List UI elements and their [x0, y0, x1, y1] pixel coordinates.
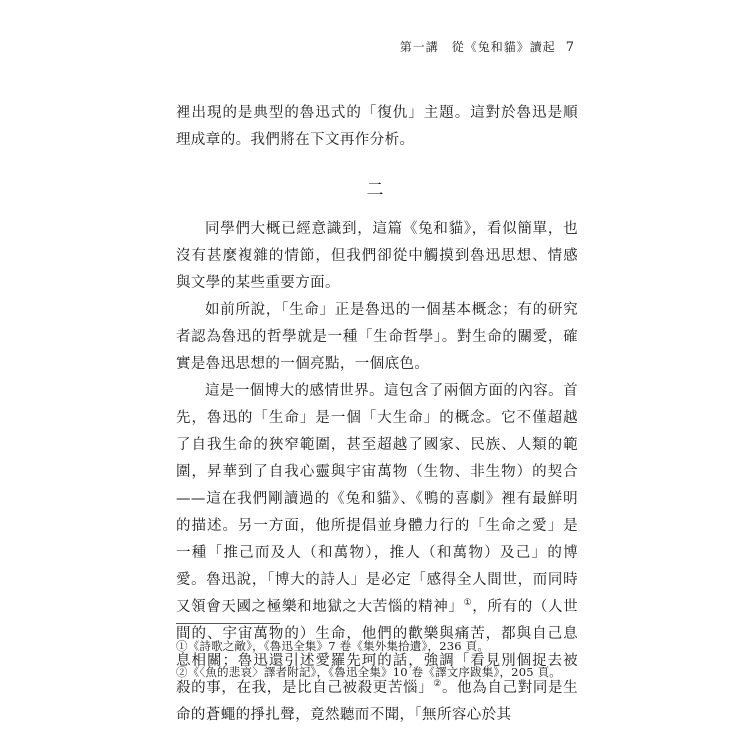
- footnote-1: ①《詩歌之敵》，《魯迅全集》7 卷《集外集拾遺》，236 頁。: [176, 639, 490, 653]
- running-header: [400, 38, 575, 55]
- footnote-2: ②《〈魚的悲哀〉譯者附記》，《魯迅全集》10 卷《譯文序跋集》，205 頁。: [176, 665, 561, 679]
- paragraph-3-text-a: 這是一個博大的感情世界。這包含了兩個方面的內容。首先，魯迅的「生命」是一個「大生命」的概念。它不僅超越了自我生命的狹窄範圍，甚至超越了國家、民族、人類的範圍，昇華到了自我心靈與宇宙萬物（生物、非生物）的契合——這在我們剛讀過的《兔和貓》、《鴨的喜劇》裡有最鮮明的描述。另一方面，他所提倡並身體力行的「生命之愛」是一種「推己而及人（和萬物），推人（和萬物）及己」的博愛。魯迅說，「博大的詩人」是必定「感得全人間世，而同時又領會天國之極樂和地獄之大苦惱的精神」: [176, 383, 578, 615]
- footnote-ref-1[interactable]: ①: [463, 598, 473, 609]
- paragraph-3-text-b: ，所有的（人世間的、宇宙萬物的）生命，他們的歡樂與痛苦，都與自己息息相關；魯迅還引述愛羅先珂的話，強調「看見別個捉去被殺的事，在我，是比自己被殺更苦惱」: [176, 599, 579, 696]
- paragraph-2: 如前所說，「生命」正是魯迅的一個基本概念；有的研究者認為魯迅的哲學就是一種「生命哲學」。對生命的關愛，確實是魯迅思想的一個亮點，一個底色。: [176, 302, 578, 372]
- chapter-title: 第一講 從《兔和貓》讀起: [399, 40, 556, 54]
- paragraph-3-text-c: 。他為自己對同是生命的蒼蠅的掙扎聲，竟然聽而不聞，「無所容心於其: [176, 680, 578, 723]
- footnotes: [176, 633, 596, 685]
- footnote-separator: [176, 623, 280, 624]
- page-number: 7: [565, 40, 575, 55]
- continued-paragraph: 裡出現的是典型的魯迅式的「復仇」主題。這對於魯迅是順理成章的。我們將在下文再作分析。: [176, 105, 578, 148]
- footnote-ref-2[interactable]: ②: [433, 679, 443, 690]
- paragraph-1: 同學們大概已經意識到，這篇《兔和貓》，看似簡單，也沒有甚麼複雜的情節，但我們卻從中觸摸到魯迅思想、情感與文學的某些重要方面。: [176, 221, 578, 291]
- section-heading: 二: [366, 180, 384, 200]
